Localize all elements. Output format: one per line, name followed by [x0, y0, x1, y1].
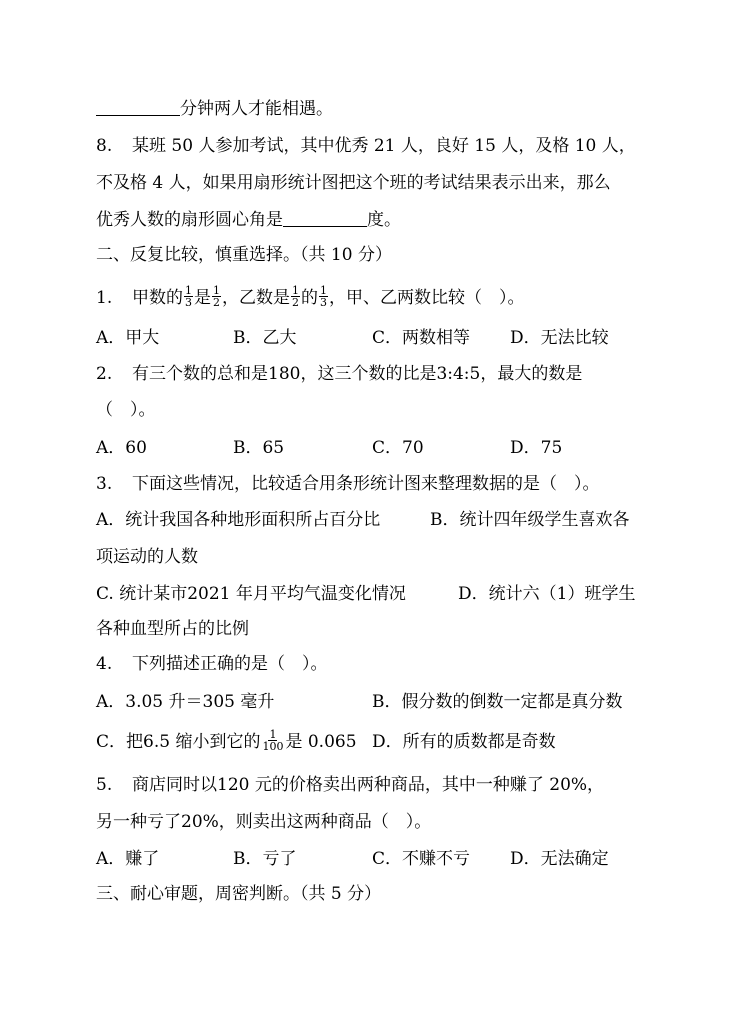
question-8-line-3 — [96, 208, 401, 232]
question-text: 下面这些情况，比较适合用条形统计图来整理数据的是（ ）。 — [132, 474, 600, 494]
option-a[interactable]: A．统计我国各种地形面积所占百分比 — [96, 510, 381, 530]
question-number: 2. — [96, 364, 113, 384]
option-a[interactable]: A．3.05 升＝305 毫升 — [96, 692, 275, 712]
fraction-denominator: 2 — [213, 296, 220, 309]
fraction-denominator: 100 — [262, 740, 284, 753]
answer-parentheses: （ ）。 — [96, 400, 156, 420]
option-b[interactable]: B．统计四年级学生喜欢各 — [430, 510, 630, 530]
fraction-denominator: 3 — [320, 296, 327, 309]
fraction — [319, 285, 328, 308]
option-d[interactable]: D．无法确定 — [510, 849, 609, 869]
question-text: 有三个数的总和是180，这三个数的比是3:4:5，最大的数是 — [132, 364, 583, 384]
option-c[interactable]: C. 统计某市2021 年月平均气温变化情况 — [96, 584, 406, 604]
question-8-text-3-end: 度。 — [367, 210, 401, 230]
fraction — [291, 285, 300, 308]
choice-question-5-line-2 — [96, 810, 431, 834]
question-text: 甲数的 — [132, 288, 183, 308]
option-c[interactable]: C．70 — [372, 438, 424, 458]
section-heading-text: 三、耐心审题，周密判断。（共 5 分） — [96, 884, 382, 904]
section-2-heading — [96, 243, 392, 267]
fraction — [184, 285, 193, 308]
fraction-numerator: 1 — [320, 284, 327, 297]
question-number: 4. — [96, 654, 113, 674]
choice-question-2-line-1 — [96, 362, 582, 386]
option-b[interactable]: B．假分数的倒数一定都是真分数 — [372, 692, 623, 712]
option-d[interactable]: D．无法比较 — [510, 328, 609, 348]
answer-blank[interactable] — [96, 97, 180, 116]
option-c-text-end: 是 0.065 — [285, 732, 357, 752]
question-number: 5. — [96, 775, 113, 795]
question-text: ，甲、乙两数比较（ ）。 — [329, 288, 525, 308]
question-text: 是 — [194, 288, 211, 308]
option-b[interactable]: B．亏了 — [233, 849, 297, 869]
option-b-continued[interactable]: 项运动的人数 — [96, 547, 198, 567]
question-7-tail — [96, 97, 333, 121]
section-heading-text: 二、反复比较，慎重选择。（共 10 分） — [96, 245, 392, 265]
question-number: 1. — [96, 288, 113, 308]
choice-question-4 — [96, 652, 328, 676]
fraction-denominator: 3 — [185, 296, 192, 309]
question-number: 8. — [96, 136, 113, 156]
question-text: 另一种亏了20%，则卖出这两种商品（ ）。 — [96, 812, 432, 832]
option-b[interactable]: B．65 — [233, 438, 285, 458]
option-a[interactable]: A．赚了 — [96, 849, 160, 869]
question-8-text-3: 优秀人数的扇形圆心角是 — [96, 210, 283, 230]
question-8-text-2: 不及格 4 人，如果用扇形统计图把这个班的考试结果表示出来，那么 — [96, 173, 611, 193]
fraction — [212, 285, 221, 308]
question-8-line-2 — [96, 171, 611, 195]
choice-question-1 — [96, 283, 525, 313]
question-text: 下列描述正确的是（ ）。 — [132, 654, 328, 674]
question-number: 3. — [96, 474, 113, 494]
question-8-text-1: 某班 50 人参加考试，其中优秀 21 人，良好 15 人，及格 10 人， — [132, 136, 636, 156]
fraction-numerator: 1 — [292, 284, 299, 297]
section-3-heading — [96, 882, 381, 906]
option-d[interactable]: D．所有的质数都是奇数 — [372, 732, 556, 752]
choice-question-3 — [96, 472, 600, 496]
option-d-continued[interactable]: 各种血型所占的比例 — [96, 619, 249, 639]
option-c[interactable]: C．两数相等 — [372, 328, 471, 348]
choice-question-2-line-2 — [96, 398, 156, 422]
question-7-tail-text: 分钟两人才能相遇。 — [180, 99, 333, 119]
option-b[interactable]: B．乙大 — [233, 328, 297, 348]
option-c[interactable] — [96, 727, 357, 757]
fraction-numerator: 1 — [213, 284, 220, 297]
option-a[interactable]: A．60 — [96, 438, 147, 458]
question-text: 的 — [301, 288, 318, 308]
option-c[interactable]: C．不赚不亏 — [372, 849, 471, 869]
fraction-denominator: 2 — [292, 296, 299, 309]
question-8-line-1 — [96, 134, 636, 158]
fraction-numerator: 1 — [185, 284, 192, 297]
option-c-text: C．把6.5 缩小到它的 — [96, 732, 261, 752]
choice-question-5-line-1 — [96, 773, 604, 797]
question-text: 商店同时以120 元的价格卖出两种商品，其中一种赚了 20%， — [132, 775, 605, 795]
answer-blank[interactable] — [283, 208, 367, 227]
fraction-numerator: 1 — [269, 728, 277, 741]
option-d[interactable]: D．75 — [510, 438, 563, 458]
option-a[interactable]: A．甲大 — [96, 328, 160, 348]
option-d[interactable]: D．统计六（1）班学生 — [458, 584, 636, 604]
fraction — [261, 729, 284, 752]
question-text: ，乙数是 — [222, 288, 290, 308]
